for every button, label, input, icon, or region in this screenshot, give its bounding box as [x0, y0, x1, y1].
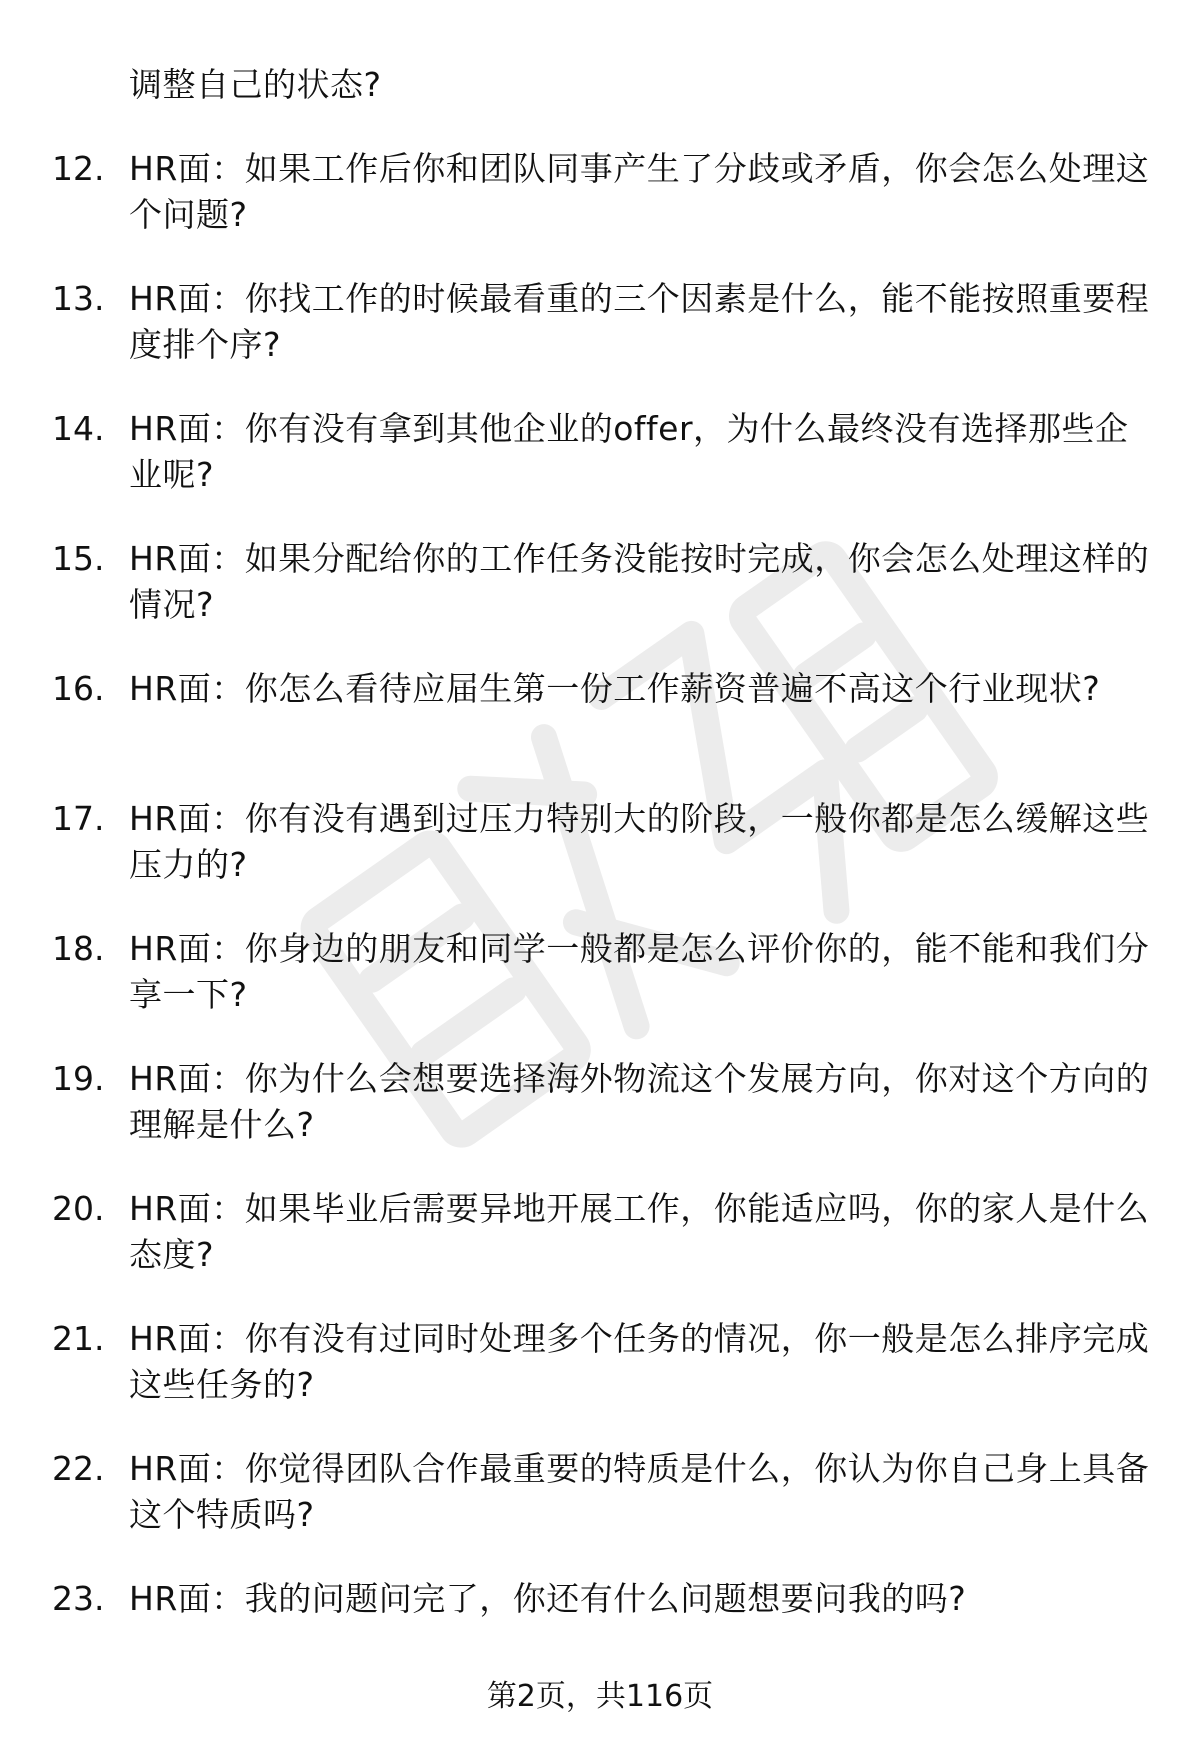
question-number: 22.	[52, 1449, 105, 1488]
question-text: HR面：你有没有拿到其他企业的offer，为什么最终没有选择那些企业呢?	[129, 409, 1129, 494]
question-item	[52, 1446, 1162, 1576]
question-text: HR面：你觉得团队合作最重要的特质是什么，你认为你自己身上具备这个特质吗?	[129, 1449, 1150, 1534]
question-number: 19.	[52, 1059, 105, 1098]
question-item	[52, 1186, 1162, 1316]
question-number: 21.	[52, 1319, 105, 1358]
question-text: HR面：你怎么看待应届生第一份工作薪资普遍不高这个行业现状?	[129, 669, 1101, 708]
question-text: HR面：如果分配给你的工作任务没能按时完成，你会怎么处理这样的情况?	[129, 539, 1150, 624]
question-number: 15.	[52, 539, 105, 578]
question-item	[52, 146, 1162, 276]
question-number: 16.	[52, 669, 105, 708]
question-number: 17.	[52, 799, 105, 838]
question-item	[52, 536, 1162, 666]
question-item	[52, 406, 1162, 536]
question-text: HR面：你有没有过同时处理多个任务的情况，你一般是怎么排序完成这些任务的?	[129, 1319, 1150, 1404]
question-text: HR面：你找工作的时候最看重的三个因素是什么，能不能按照重要程度排个序?	[129, 279, 1150, 364]
question-number: 23.	[52, 1579, 105, 1618]
question-item	[52, 926, 1162, 1056]
question-item	[52, 666, 1162, 796]
question-item	[52, 1316, 1162, 1446]
question-text: HR面：你有没有遇到过压力特别大的阶段，一般你都是怎么缓解这些压力的?	[129, 799, 1150, 884]
question-number: 13.	[52, 279, 105, 318]
question-text: HR面：你为什么会想要选择海外物流这个发展方向，你对这个方向的理解是什么?	[129, 1059, 1150, 1144]
question-text: HR面：我的问题问完了，你还有什么问题想要问我的吗?	[129, 1579, 967, 1618]
page-footer: 第2页，共116页	[486, 1679, 714, 1714]
question-number: 14.	[52, 409, 105, 448]
question-text: HR面：如果毕业后需要异地开展工作，你能适应吗，你的家人是什么态度?	[129, 1189, 1150, 1274]
question-number: 20.	[52, 1189, 105, 1228]
continuation-text: 调整自己的状态?	[129, 65, 382, 104]
question-text: HR面：你身边的朋友和同学一般都是怎么评价你的，能不能和我们分享一下?	[129, 929, 1150, 1014]
question-item	[52, 1056, 1162, 1186]
question-item	[52, 276, 1162, 406]
question-number: 12.	[52, 149, 105, 188]
question-list	[52, 146, 1162, 1706]
question-text: HR面：如果工作后你和团队同事产生了分歧或矛盾，你会怎么处理这个问题?	[129, 149, 1150, 234]
question-item	[52, 796, 1162, 926]
question-number: 18.	[52, 929, 105, 968]
